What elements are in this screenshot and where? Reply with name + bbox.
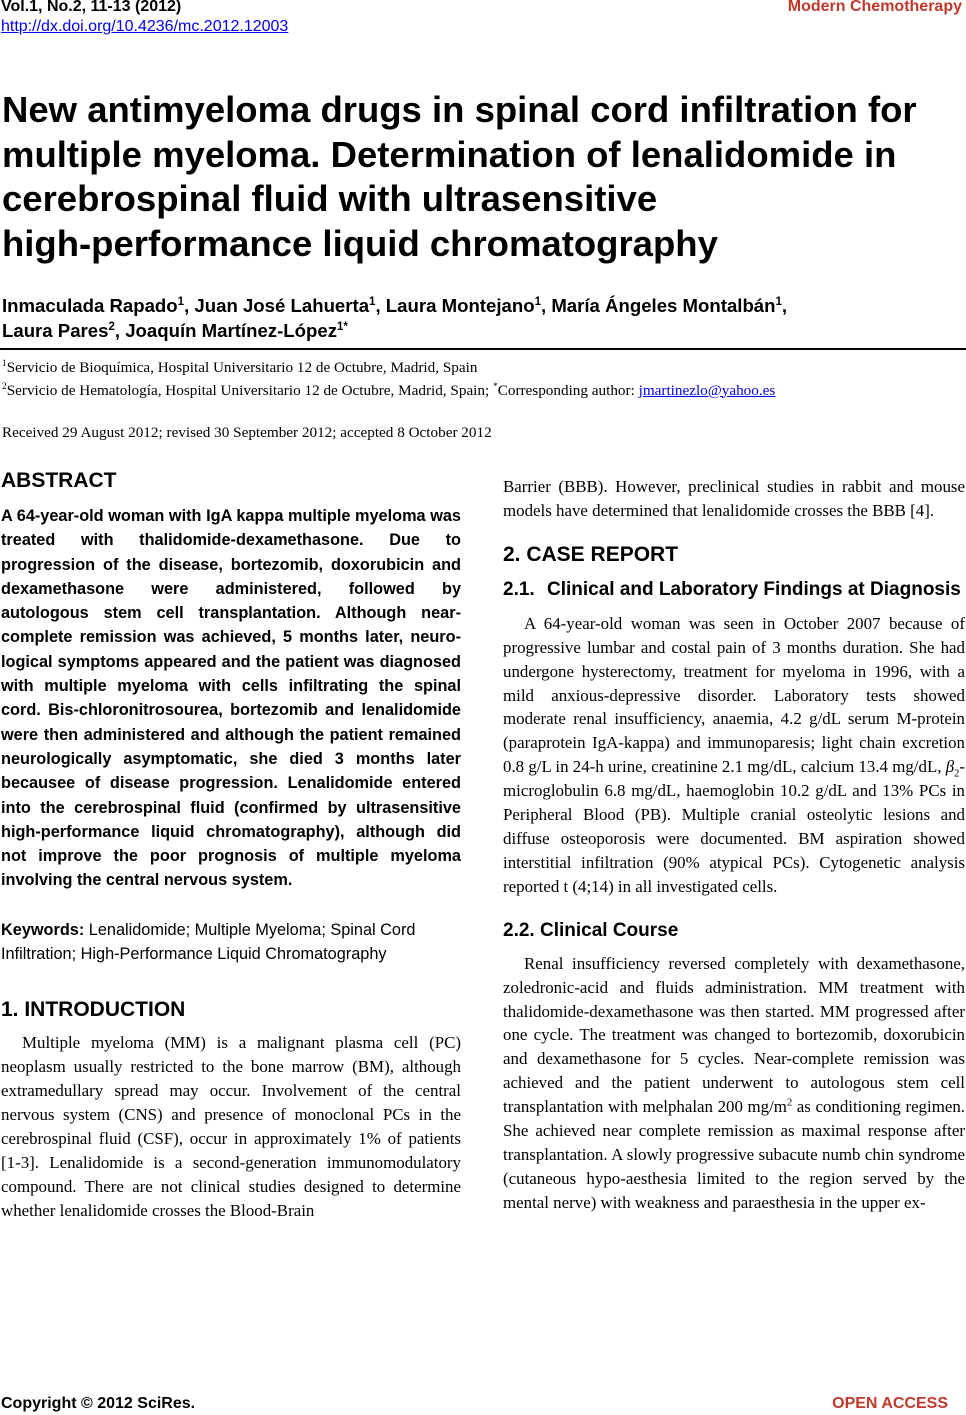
article-title bbox=[2, 88, 964, 266]
case-report-heading: 2. CASE REPORT bbox=[503, 542, 679, 566]
author-name: Inmaculada Rapado bbox=[2, 295, 178, 316]
keywords bbox=[1, 918, 461, 967]
title-line: multiple myeloma. Determination of lenalidomide in bbox=[2, 133, 897, 175]
volume-info: Vol.1, No.2, 11-13 (2012) bbox=[1, 0, 182, 15]
author-affil-mark: 1 bbox=[775, 295, 782, 308]
keywords-label: Keywords: bbox=[1, 920, 85, 939]
author-list: Inmaculada Rapado$^1$, Juan José Lahuerta$^1$, Laura Montejano$^1$, María Ángeles Montalbán$^1$, Laura Pares$^2$, Joaquín Martínez-López$^{1*}$ bbox=[2, 295, 788, 341]
clinical-course-text bbox=[503, 952, 965, 1215]
open-access-label: OPEN ACCESS bbox=[832, 1395, 948, 1412]
subsection-heading-2-1 bbox=[503, 578, 965, 602]
title-line: cerebrospinal fluid with ultrasensitive bbox=[2, 178, 658, 219]
author-name: Juan José Lahuerta bbox=[194, 295, 370, 316]
clinical-findings-text bbox=[503, 612, 965, 899]
author-affil-mark: 1 bbox=[534, 295, 541, 308]
author-affil-mark: 2 bbox=[108, 320, 115, 333]
beta-subscript: 2 bbox=[954, 768, 960, 780]
header-divider bbox=[0, 348, 966, 350]
corresponding-mark: * bbox=[493, 381, 498, 392]
received-dates: Received 29 August 2012; revised 30 September 2012; accepted 8 October 2012 bbox=[2, 424, 492, 441]
affiliation-2 bbox=[2, 380, 964, 403]
text-run: A 64-year-old woman was seen in October 2007 because of progressive lumbar and costal pain of 3 months duration. She had undergone hysterectomy, treatment for myeloma in 1996, with a mild anxious-depressive disorder. Laboratory tests showed moderate renal insufficiency, anaemia, 4.2 g/dL serum M-protein (paraprotein IgA-kappa) and immunoparesis; light chain excretion 0.8 g/L in 24-h urine, creatinine 2.1 mg/dL, calcium 13.4 mg/dL, bbox=[503, 613, 965, 777]
abstract-heading: ABSTRACT bbox=[1, 469, 117, 492]
affiliation-mark: 2 bbox=[2, 381, 7, 392]
author-name: Joaquín Martínez-López bbox=[125, 320, 337, 341]
affiliation-1 bbox=[2, 357, 964, 380]
right-column bbox=[503, 468, 965, 1215]
left-column bbox=[1, 468, 461, 1223]
affiliation-mark: 1 bbox=[2, 358, 7, 369]
subsection-heading-2-2: 2.2. Clinical Course bbox=[503, 919, 679, 941]
author-name: Laura Montejano bbox=[385, 295, 535, 316]
corresponding-label: Corresponding author: bbox=[497, 381, 639, 399]
beta-symbol: β bbox=[945, 757, 955, 777]
title-line: high-performance liquid chromatography bbox=[2, 222, 718, 264]
subsection-title: Clinical and Laboratory Findings at Diagnosis bbox=[547, 578, 961, 600]
doi-link[interactable]: http://dx.doi.org/10.4236/mc.2012.12003 bbox=[1, 18, 289, 35]
author-name: María Ángeles Montalbán bbox=[551, 295, 776, 316]
introduction-continued: Barrier (BBB). However, preclinical studies in rabbit and mouse models have determined that lenalidomide crosses the BBB [4]. bbox=[503, 477, 965, 520]
subsection-number: 2.1. bbox=[503, 578, 535, 600]
affiliation-text: Servicio de Bioquímica, Hospital Universitario 12 de Octubre, Madrid, Spain bbox=[6, 359, 478, 376]
author-name: Laura Pares bbox=[2, 320, 109, 341]
text-run: as conditioning regimen. She achieved near complete remission as maximal response after transplantation. A slowly progressive subacute numb chin syndrome (cutaneous hypo-aesthesia limited to the region served by the mental nerve) with weakness and paraesthesia in the upper ex- bbox=[503, 1097, 966, 1212]
introduction-text: Multiple myeloma (MM) is a malignant plasma cell (PC) neoplasm usually restricted to the bone marrow (BM), although extramedullary spread may occur. Involvement of the central nervous system (CNS) and presence of monoclonal PCs in the cerebrospinal fluid (CSF), occur in approximately 1% of patients [1-3]. Lenalidomide is a second-generation immunomodulatory compound. There are not clinical studies designed to determine whether lenalidomide crosses the Blood-Brain bbox=[1, 1033, 461, 1220]
affiliation-text: Servicio de Hematología, Hospital Universitario 12 de Octubre, Madrid, Spain; bbox=[6, 381, 494, 399]
author-affil-mark: 1 bbox=[369, 295, 376, 308]
author-affil-mark: 1 bbox=[177, 295, 185, 308]
corresponding-email-link[interactable]: jmartinezlo@yahoo.es bbox=[638, 381, 776, 399]
affiliations bbox=[2, 357, 964, 402]
text-run: -microglobulin 6.8 mg/dL, haemoglobin 10.2 g/dL and 13% PCs in Peripheral Blood (PB). Multiple cranial osteolytic lesions and diffuse osteoporosis were documented. BM aspiration showed interstitial infiltration (90% atypical PCs). Cytogenetic analysis reported t (4;14) in all investigated cells. bbox=[503, 757, 965, 896]
copyright-notice: Copyright © 2012 SciRes. bbox=[1, 1395, 196, 1412]
unit-superscript: 2 bbox=[786, 1097, 793, 1109]
introduction-heading: 1. INTRODUCTION bbox=[1, 998, 186, 1022]
text-run: Renal insufficiency reversed completely with dexamethasone, zoledronic-acid and fluids administration. MM treatment with thalidomide-dexamethasone was then started. MM progressed after one cycle. The treatment was changed to bortezomib, doxorubicin and dexamethasone for 5 cycles. Near-complete remission was achieved and the patient underwent to autologous stem cell transplantation with melphalan 200 mg/m bbox=[503, 953, 965, 1117]
journal-name: Modern Chemotherapy bbox=[787, 0, 962, 15]
keywords-text: Lenalidomide; Multiple Myeloma; Spinal Cord Infiltration; High-Performance Liquid Chromatography bbox=[1, 920, 416, 964]
author-affil-mark: 1* bbox=[337, 320, 348, 333]
title-line: New antimyeloma drugs in spinal cord infiltration for bbox=[2, 89, 917, 130]
abstract-text: A 64-year-old woman with IgA kappa multiple myeloma was treated with thalidomide-dexamethasone. Due to progression of the disease, bortezomib, doxorubicin and dexamethasone were administered, followed by autologous stem cell transplantation. Although near-complete remission was achieved, 5 months later, neurological symptoms appeared and the patient was diagnosed with multiple myeloma with cells infiltrating the spinal cord. Bis-chloronitrosourea, bortezomib and lenalidomide were then administered and although the patient remained neurologically asymptomatic, she died 3 months later becausee of disease progression. Lenalidomide entered into the cerebrospinal fluid (confirmed by ultrasensitive high-performance liquid chromatography), although did not improve the poor prognosis of multiple myeloma involving the central nervous system. bbox=[1, 507, 461, 890]
